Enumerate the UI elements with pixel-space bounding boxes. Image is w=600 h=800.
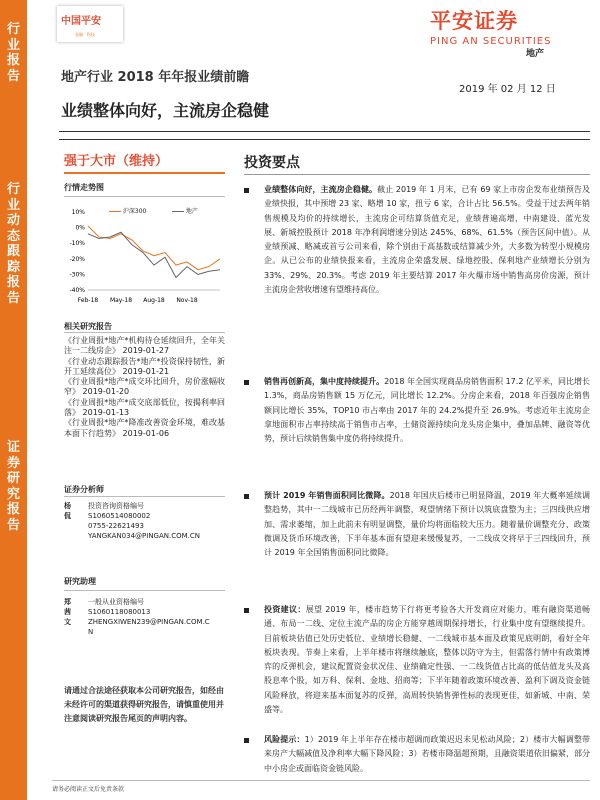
investment-points-rule [244, 174, 590, 175]
assistant-name: 郑茜文 [64, 598, 71, 626]
related-report-item[interactable]: 《行业周报*地产*成交环比回升，房价涨幅收窄》 2019-01-20 [64, 377, 225, 397]
analyst-section-label: 证券分析师 [64, 485, 104, 494]
analyst-phone: 0755-22621493 [88, 522, 144, 530]
y-tick-label: -30% [69, 271, 85, 279]
point-body: 展望 2019 年，楼市趋势下行将更考验各大开发商应对能力，唯有融资渠道畅通、布局一二线、定位主流产品的房企方能穿越周期保持增长，行业集中度有望继续提升。目前板块估值已处历史低位、业绩增长稳健、一二线城市基本面及政策见底明朗，看好全年板块表现。节奏上来看，上半年楼市将继续触底，整体以防守为主，但需落行情中有政策博弈的反弹机会，建议配置资金状况佳、业绩确定性强、一二线货值占比高的低估值龙头及高股息率个股，如万科、保利、金地、招商等；下半年随着政策环境改善、盈利下调及资金链风险释放，将迎来基本面复苏的反弹，高周转快销售弹性标的表现更佳，如新城、中南、荣盛等。 [264, 605, 590, 715]
analyst-cert-number: S1060514080002 [88, 512, 151, 520]
sidebar-label-report-type: 行业报告 [7, 22, 21, 84]
footer-note: 请务必阅读正文后免责条款 [52, 786, 125, 793]
bullet-square-icon [244, 380, 249, 385]
assistant-cert-label: 一般从业资格编号 [88, 598, 144, 606]
brand-name-cn: 平安证券 [430, 9, 518, 33]
legend-hs300 [109, 206, 146, 215]
related-report-item[interactable]: 《行业周报*地产*机构待仓延续回升，全年关注一二线房企》 2019-01-27 [64, 336, 225, 356]
point-lead: 风险提示： [264, 735, 305, 744]
y-tick-label: 0% [75, 224, 85, 232]
point-lead: 业绩整体向好，主流房企稳健。 [264, 185, 378, 194]
y-tick-label: -20% [69, 255, 85, 263]
legend-property-label: 地产 [185, 208, 198, 215]
assistant-cert-number: S1060118080013 [88, 608, 151, 616]
analyst-name: 杨侃 [64, 502, 71, 520]
header-divider-thin [59, 139, 590, 140]
series-line-hs300 [88, 226, 220, 270]
market-trend-chart [64, 202, 224, 310]
related-reports-label: 相关研究报告 [64, 322, 112, 331]
related-report-item[interactable]: 《行业周报*地产*成交底部低位，按揭利率回落》 2019-01-13 [64, 397, 225, 418]
investment-point [244, 489, 590, 560]
rating-label: 强于大市（维持） [64, 154, 169, 169]
related-reports-list [64, 336, 225, 439]
legend-property-swatch [172, 211, 184, 213]
x-tick-label: Nov-18 [176, 297, 198, 304]
chart-section-rule [64, 196, 225, 197]
document-date: 2019 年 02 月 12 日 [459, 84, 556, 95]
analyst-section-rule [64, 496, 225, 497]
document-title: 地产行业 2018 年年报业绩前瞻 [61, 70, 250, 85]
related-reports-rule [64, 332, 225, 333]
investment-point [244, 183, 590, 297]
y-tick-label: -10% [69, 240, 85, 248]
y-tick-label: 10% [71, 209, 85, 216]
point-lead: 销售再创新高，集中度持续提升。 [264, 377, 385, 386]
x-tick-label: Feb-18 [77, 297, 99, 304]
bullet-square-icon [244, 494, 249, 499]
point-lead: 投资建议： [264, 605, 306, 614]
pingan-logo [57, 6, 123, 42]
point-body: 截止 2019 年 1 月末，已有 69 家上市房企发布业绩预告及业绩快报，其中预增 23 家、略增 10 家，扭亏 6 家，合计占比 56.5%。受益于过去两年销售规模及均价的持续增长，主流房企可结算货值充足，业绩普遍高增，中南建设、蓝光发展、新城控股预计 2018 年净利润增速分别达 245%、68%、61.5%（预告区间中值）。从业绩预减、略减或首亏公司来看，除个别由于高基数或结算减少外，大多数为转型小规模房企。从已公布的业绩快报来看，主流房企荣盛发展、绿地控股、保利地产业绩增长分别为 33%、29%、20.3%。考虑 2019 年主要结算 2017 年火爆市场中销售高房价房源，预计主流房企营收增速有望维持高位。 [264, 185, 591, 295]
sidebar-label-report-category: 行业动态跟踪报告 [7, 182, 21, 306]
logo-subtext: 金融 · 科技 [75, 32, 95, 37]
brand-header [430, 5, 590, 47]
investment-point [244, 733, 590, 776]
investment-point [244, 603, 590, 717]
legend-property [172, 206, 198, 215]
series-line-property [88, 232, 220, 277]
point-body: 2018 年全国实现商品房销售面积 17.2 亿平米，同比增长 1.3%，商品房销售额 15 万亿元，同比增长 12.2%。分房企来看，2018 年百强房企销售额同比增长 35%，TOP10 市占率由 2017 年的 24.2%提升至 26.9%。考虑近年主流房企拿地面积市占率持续高于销售市占率，土储资源持续向龙头房企集中，叠加品牌、融资等优势，预计后续销售集中度仍将持续提升。 [264, 377, 590, 444]
assistant-details [88, 597, 210, 637]
bullet-square-icon [244, 188, 249, 193]
document-headline: 业绩整体向好，主流房企稳健 [61, 101, 270, 120]
footer-rule [52, 780, 590, 781]
analyst-email[interactable]: YANGKAN034@PINGAN.COM.CN [88, 532, 201, 540]
x-tick-label: May-18 [109, 297, 133, 304]
bullet-square-icon [244, 608, 249, 613]
chart-section-label: 行情走势图 [64, 183, 104, 192]
assistant-email[interactable]: ZHENGXIWEN239@PINGAN.COM.C [88, 618, 210, 626]
brand-name-en: PING AN SECURITIES [430, 36, 552, 47]
assistant-section-label: 研究助理 [64, 577, 96, 586]
assistant-email-tail: N [88, 628, 94, 636]
sidebar [0, 0, 27, 800]
bullet-square-icon [244, 738, 249, 743]
point-lead: 预计 2019 年销售面积同比微降。 [264, 491, 390, 500]
investment-points-heading: 投资要点 [244, 155, 300, 171]
header-divider [59, 131, 590, 132]
analyst-cert-label: 投资咨询资格编号 [88, 502, 144, 510]
chart-y-ticks [69, 209, 85, 294]
related-report-item[interactable]: 《行业周报*地产*降准改善资金环境，难改基本面下行趋势》 2019-01-06 [64, 418, 225, 438]
chart-lines [88, 226, 220, 277]
chart-x-ticks [78, 297, 198, 304]
investment-point [244, 375, 590, 446]
industry-tag: 地产 [526, 49, 545, 59]
legend-hs300-label: 沪深300 [122, 208, 147, 215]
rating-underline [64, 172, 225, 174]
x-tick-label: Aug-18 [143, 297, 165, 304]
related-report-item[interactable]: 《行业动态跟踪报告*地产*投资保持韧性，新开工延续高位》 2019-01-21 [64, 356, 225, 376]
assistant-section-rule [64, 590, 225, 591]
logo-text: 中国平安 [61, 16, 101, 27]
sidebar-label-research: 证券研究报告 [7, 440, 21, 533]
point-body: 2018 年国庆后楼市已明显降温，2019 年大概率延续调整趋势，其中一二线城市已历经两年调整，观望情绪下预计以筑底盘整为主；三四线供应增加、需求萎缩，加上此前未有明显调整，量价均将面临较大压力。随着量价调整充分、政策微调及货币环境改善，下半年基本面有望迎来缓慢复苏，一二线成交将早于三四线回升，预计 2019 年全国销售面积同比微降。 [264, 491, 590, 558]
y-tick-label: -40% [69, 287, 85, 294]
legend-hs300-swatch [109, 211, 121, 213]
analyst-details [88, 501, 200, 541]
disclaimer-note: 请通过合法途径获取本公司研究报告，如经由未经许可的渠道获得研究报告，请慎重使用并注意阅读研究报告尾页的声明内容。 [64, 686, 224, 723]
point-body: 1）2019 年上半年存在楼市超调而政策迟迟未见松动风险；2）楼市大幅调整带来房产大幅减值及净利率大幅下降风险；3）若楼市降温超预期，且融资渠道依旧偏紧，部分中小房企或面临资金链风险。 [264, 735, 590, 773]
